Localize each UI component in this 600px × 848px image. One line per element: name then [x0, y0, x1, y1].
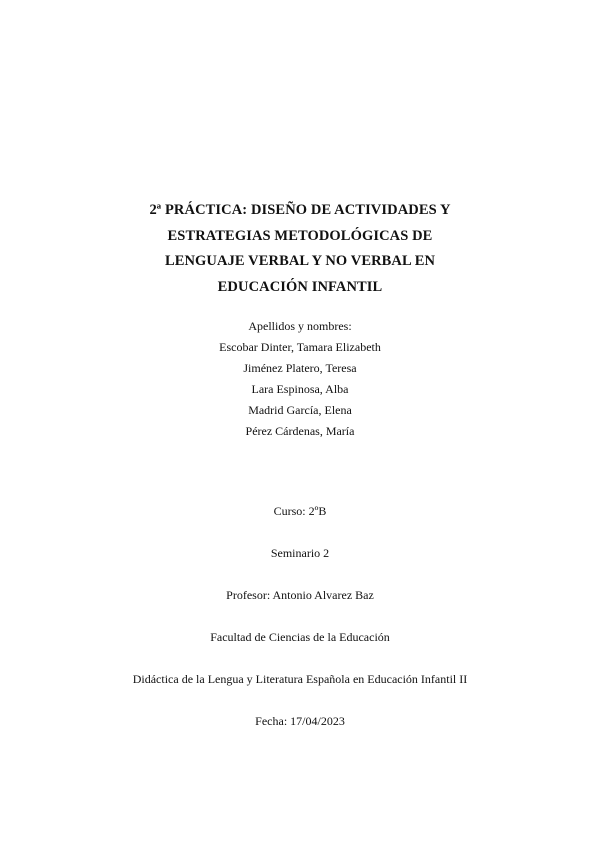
author-name: Madrid García, Elena — [248, 403, 352, 417]
course-line: Curso: 2ºB — [273, 504, 327, 518]
title-line: EDUCACIÓN INFANTIL — [217, 278, 383, 295]
seminar-line: Seminario 2 — [270, 546, 330, 560]
author-name: Lara Espinosa, Alba — [251, 382, 349, 396]
title-line: LENGUAJE VERBAL Y NO VERBAL EN — [164, 253, 436, 269]
author-name: Jiménez Platero, Teresa — [243, 361, 357, 375]
professor-line: Profesor: Antonio Alvarez Baz — [226, 588, 374, 602]
author-name: Escobar Dinter, Tamara Elizabeth — [219, 340, 381, 354]
date-line: Fecha: 17/04/2023 — [255, 714, 345, 728]
authors-label: Apellidos y nombres: — [248, 319, 352, 333]
author-name: Pérez Cárdenas, María — [245, 424, 355, 438]
document-title — [0, 198, 600, 300]
subject-line: Didáctica de la Lengua y Literatura Española en Educación Infantil II — [132, 672, 468, 686]
faculty-line: Facultad de Ciencias de la Educación — [210, 630, 390, 644]
title-line: 2ª PRÁCTICA: DISEÑO DE ACTIVIDADES Y — [149, 202, 451, 218]
authors-block — [0, 316, 600, 442]
title-line: ESTRATEGIAS METODOLÓGICAS DE — [167, 227, 433, 244]
